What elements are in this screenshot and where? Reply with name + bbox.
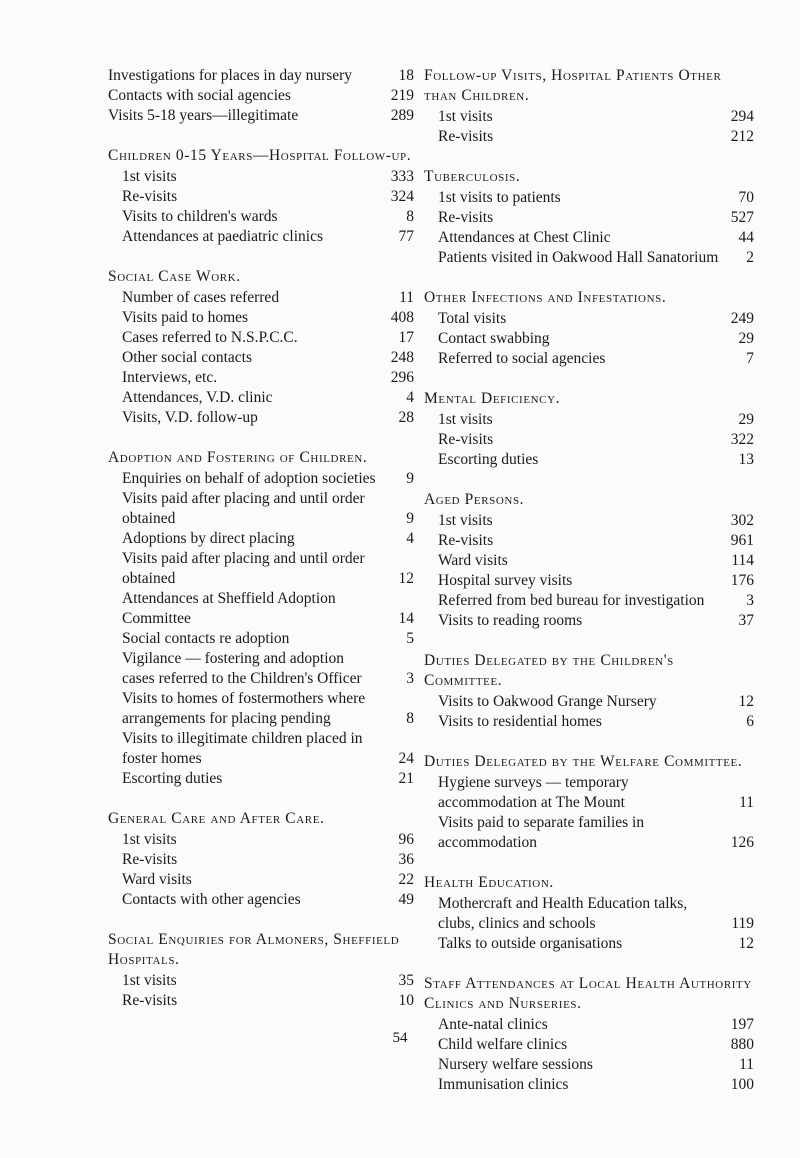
stat-value: 333 (390, 168, 414, 185)
stat-label: Other social contacts (122, 349, 252, 366)
stat-row (108, 729, 414, 769)
stat-value: 3 (406, 670, 414, 687)
stat-row (108, 408, 414, 428)
stat-row (424, 127, 754, 147)
stat-value: 961 (730, 532, 754, 549)
stat-value: 12 (738, 693, 754, 710)
stat-row (424, 813, 754, 853)
stat-value: 880 (730, 1036, 754, 1053)
stat-label: 1st visits (438, 512, 493, 529)
section (424, 873, 754, 954)
stat-label: Hygiene surveys — temporary accommodation at The Mount (438, 774, 629, 811)
stat-row (424, 571, 754, 591)
stat-label: Talks to outside organisations (438, 935, 623, 952)
stat-value: 49 (398, 891, 414, 908)
stat-value: 3 (746, 592, 754, 609)
stat-label: Attendances at paediatric clinics (122, 228, 323, 245)
stat-label: Referred from bed bureau for investigation (438, 592, 705, 609)
section (424, 288, 754, 369)
stat-row (424, 208, 754, 228)
section-heading: Aged Persons. (424, 491, 525, 508)
stat-label: Visits paid to homes (122, 309, 249, 326)
stat-value: 44 (738, 229, 754, 246)
stat-label: 1st visits (122, 168, 177, 185)
section-heading: Duties Delegated by the Welfare Committee. (424, 753, 743, 770)
stat-label: Visits paid after placing and until order obtained (122, 550, 365, 587)
section-heading: Staff Attendances at Local Health Authority Clinics and Nurseries. (424, 975, 752, 1012)
section (424, 752, 754, 853)
stat-value: 8 (406, 208, 414, 225)
stat-label: Re-visits (122, 992, 178, 1009)
stat-row (424, 611, 754, 631)
stat-row (424, 692, 754, 712)
stat-label: Re-visits (438, 209, 494, 226)
stat-row (108, 971, 414, 991)
stat-label: Mothercraft and Health Education talks, clubs, clinics and schools (438, 895, 688, 932)
stat-label: Re-visits (438, 532, 494, 549)
stat-value: 18 (398, 67, 414, 84)
stat-row (108, 66, 414, 86)
section (108, 66, 414, 126)
stat-value: 289 (390, 107, 414, 124)
stat-value: 249 (730, 310, 754, 327)
section-heading: Duties Delegated by the Children's Committee. (424, 652, 674, 689)
stat-label: Visits to residential homes (438, 713, 602, 730)
stat-row (108, 589, 414, 629)
stat-label: Visits to homes of fostermothers where arrangements for placing pending (122, 690, 366, 727)
section (424, 66, 754, 147)
stat-label: Re-visits (122, 851, 178, 868)
stat-value: 8 (406, 710, 414, 727)
stat-label: Total visits (438, 310, 507, 327)
stat-value: 119 (731, 915, 754, 932)
stat-value: 96 (398, 831, 414, 848)
stat-label: Immunisation clinics (438, 1076, 569, 1093)
stat-label: Vigilance — fostering and adoption cases referred to the Children's Officer (122, 650, 362, 687)
stat-label: Visits 5-18 years—illegitimate (108, 107, 299, 124)
stat-value: 11 (399, 289, 414, 306)
stat-row (424, 894, 754, 934)
stat-value: 11 (739, 1056, 754, 1073)
stat-row (108, 86, 414, 106)
stat-label: 1st visits (438, 108, 493, 125)
stat-label: Cases referred to N.S.P.C.C. (122, 329, 298, 346)
stat-row (108, 308, 414, 328)
stat-value: 324 (390, 188, 414, 205)
stat-value: 5 (406, 630, 414, 647)
right-column (424, 66, 754, 1115)
section-heading: Children 0-15 Years—Hospital Follow-up. (108, 147, 412, 164)
stat-row (108, 991, 414, 1011)
stat-value: 12 (398, 570, 414, 587)
stat-value: 10 (398, 992, 414, 1009)
stat-value: 77 (398, 228, 414, 245)
stat-row (108, 549, 414, 589)
stat-label: Investigations for places in day nursery (108, 67, 353, 84)
stat-row (424, 1075, 754, 1095)
stat-label: Contacts with social agencies (108, 87, 291, 104)
stat-row (108, 489, 414, 529)
section (108, 930, 414, 1011)
stat-label: 1st visits (122, 831, 177, 848)
stat-value: 197 (730, 1016, 754, 1033)
stat-label: Social contacts re adoption (122, 630, 290, 647)
stat-label: Nursery welfare sessions (438, 1056, 593, 1073)
section (424, 389, 754, 470)
stat-value: 21 (398, 770, 414, 787)
page-number: 54 (392, 1030, 408, 1046)
stat-value: 35 (398, 972, 414, 989)
stat-row (424, 309, 754, 329)
section-heading: Other Infections and Infestations. (424, 289, 667, 306)
stat-row (108, 850, 414, 870)
stat-label: Attendances at Sheffield Adoption Committee (122, 590, 336, 627)
stat-label: 1st visits (438, 411, 493, 428)
stat-label: Hospital survey visits (438, 572, 573, 589)
stat-row (108, 890, 414, 910)
stat-label: Visits to illegitimate children placed in foster homes (122, 730, 363, 767)
stat-row (108, 227, 414, 247)
stat-value: 176 (730, 572, 754, 589)
stat-value: 37 (738, 612, 754, 629)
stat-label: Visits to Oakwood Grange Nursery (438, 693, 657, 710)
stat-row (424, 450, 754, 470)
stat-row (108, 368, 414, 388)
stat-row (108, 649, 414, 689)
stat-label: 1st visits (122, 972, 177, 989)
stat-value: 408 (390, 309, 414, 326)
stat-label: Patients visited in Oakwood Hall Sanatorium (438, 249, 719, 266)
stat-row (424, 591, 754, 611)
section-heading: General Care and After Care. (108, 810, 325, 827)
stat-row (424, 531, 754, 551)
stat-row (108, 870, 414, 890)
stat-row (424, 329, 754, 349)
stat-row (424, 511, 754, 531)
stat-label: Ante-natal clinics (438, 1016, 548, 1033)
stat-label: Re-visits (122, 188, 178, 205)
section (424, 167, 754, 268)
stat-value: 22 (398, 871, 414, 888)
stat-value: 29 (738, 411, 754, 428)
stat-row (108, 388, 414, 408)
stat-row (108, 348, 414, 368)
stat-value: 28 (398, 409, 414, 426)
stat-label: Enquiries on behalf of adoption societies (122, 470, 376, 487)
stat-row (108, 167, 414, 187)
section (424, 651, 754, 732)
stat-value: 17 (398, 329, 414, 346)
stat-label: Contact swabbing (438, 330, 550, 347)
stat-row (424, 1055, 754, 1075)
stat-label: Escorting duties (438, 451, 539, 468)
stat-value: 12 (738, 935, 754, 952)
section-heading: Social Case Work. (108, 268, 241, 285)
stat-row (424, 712, 754, 732)
stat-value: 100 (730, 1076, 754, 1093)
stat-row (108, 769, 414, 789)
stat-value: 302 (730, 512, 754, 529)
section-heading: Follow-up Visits, Hospital Patients Other than Children. (424, 67, 722, 104)
stat-row (108, 830, 414, 850)
stat-row (424, 228, 754, 248)
stat-value: 2 (746, 249, 754, 266)
stat-row (108, 207, 414, 227)
section-heading: Mental Deficiency. (424, 390, 561, 407)
stat-row (424, 551, 754, 571)
stat-row (424, 934, 754, 954)
stat-row (424, 430, 754, 450)
stat-row (424, 248, 754, 268)
stat-value: 24 (398, 750, 414, 767)
stat-value: 296 (390, 369, 414, 386)
stat-value: 6 (746, 713, 754, 730)
section (108, 146, 414, 247)
stat-value: 9 (406, 510, 414, 527)
stat-row (424, 349, 754, 369)
stat-value: 212 (730, 128, 754, 145)
stat-row (108, 288, 414, 308)
stat-row (424, 188, 754, 208)
stat-label: Re-visits (438, 431, 494, 448)
left-column (108, 66, 414, 1031)
stat-label: Ward visits (438, 552, 508, 569)
stat-row (108, 106, 414, 126)
stat-label: Attendances, V.D. clinic (122, 389, 273, 406)
stat-row (108, 328, 414, 348)
stat-value: 294 (730, 108, 754, 125)
stat-label: Child welfare clinics (438, 1036, 568, 1053)
stat-row (108, 689, 414, 729)
stat-label: Re-visits (438, 128, 494, 145)
stat-label: Escorting duties (122, 770, 223, 787)
stat-label: Interviews, etc. (122, 369, 218, 386)
section-heading: Health Education. (424, 874, 554, 891)
stat-value: 29 (738, 330, 754, 347)
stat-value: 322 (730, 431, 754, 448)
stat-row (424, 107, 754, 127)
stat-label: Visits, V.D. follow-up (122, 409, 258, 426)
stat-value: 527 (730, 209, 754, 226)
stat-row (108, 469, 414, 489)
stat-label: Referred to social agencies (438, 350, 606, 367)
stat-value: 4 (406, 389, 414, 406)
section (108, 448, 414, 789)
section (424, 490, 754, 631)
section (108, 809, 414, 910)
stat-label: Attendances at Chest Clinic (438, 229, 611, 246)
stat-label: Ward visits (122, 871, 192, 888)
stat-value: 36 (398, 851, 414, 868)
stat-row (108, 629, 414, 649)
stat-row (108, 187, 414, 207)
section-heading: Tuberculosis. (424, 168, 521, 185)
stat-label: Visits to children's wards (122, 208, 278, 225)
stat-value: 114 (731, 552, 754, 569)
stat-value: 9 (406, 470, 414, 487)
stat-value: 11 (739, 794, 754, 811)
stat-row (424, 773, 754, 813)
stat-value: 219 (390, 87, 414, 104)
stat-value: 7 (746, 350, 754, 367)
stat-label: Visits paid to separate families in accommodation (438, 814, 645, 851)
stat-label: Number of cases referred (122, 289, 280, 306)
stat-row (424, 410, 754, 430)
stat-label: Visits paid after placing and until order obtained (122, 490, 365, 527)
stat-value: 13 (738, 451, 754, 468)
stat-row (108, 529, 414, 549)
section-heading: Social Enquiries for Almoners, Sheffield Hospitals. (108, 931, 400, 968)
stat-value: 4 (406, 530, 414, 547)
stat-label: Visits to reading rooms (438, 612, 583, 629)
stat-label: Contacts with other agencies (122, 891, 301, 908)
stat-label: Adoptions by direct placing (122, 530, 295, 547)
stat-value: 70 (738, 189, 754, 206)
stat-value: 126 (730, 834, 754, 851)
stat-label: 1st visits to patients (438, 189, 561, 206)
stat-value: 14 (398, 610, 414, 627)
section-heading: Adoption and Fostering of Children. (108, 449, 368, 466)
section (108, 267, 414, 428)
stat-value: 248 (390, 349, 414, 366)
